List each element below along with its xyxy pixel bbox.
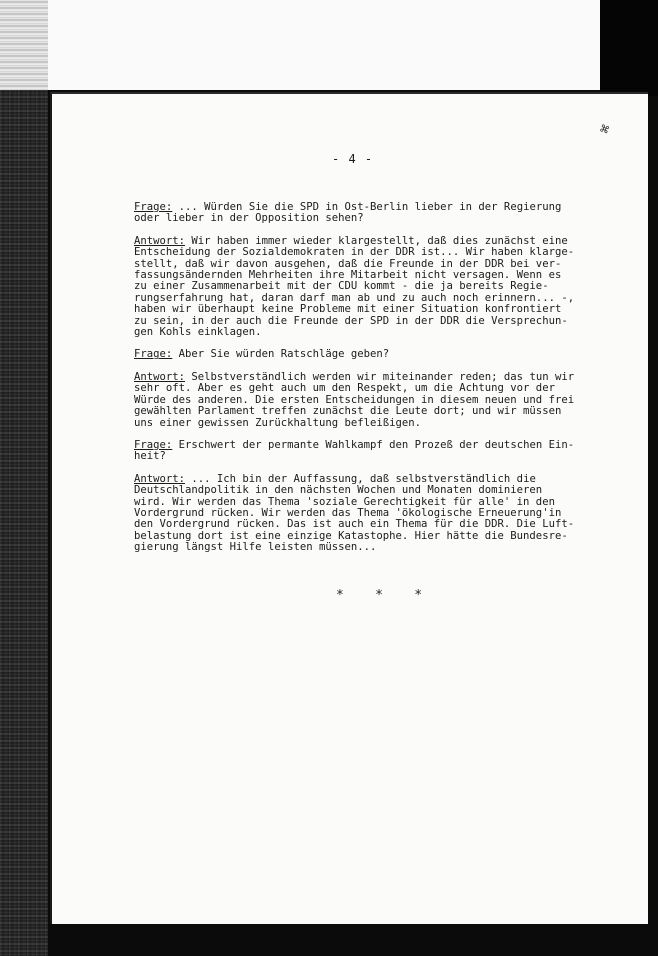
question-label: Frage: <box>134 348 173 361</box>
text-line: fassungsändernden Mehrheiten ihre Mitarbeit nicht versagen. Wenn es <box>134 269 562 282</box>
answer-block <box>134 236 604 339</box>
question-label: Frage: <box>134 201 173 213</box>
text-line: zu einer Zusammenarbeit mit der CDU kommt - die ja bereits Regie- <box>134 280 549 293</box>
interview-text <box>134 202 604 565</box>
scan-dark-corner <box>600 0 658 96</box>
text-line: heit? <box>134 450 166 463</box>
page-number: - 4 - <box>332 152 374 166</box>
answer-label: Antwort: <box>134 234 186 247</box>
text-line: oder lieber in der Opposition sehen? <box>134 212 364 225</box>
answer-block <box>134 372 604 429</box>
text-line: Frage: Erschwert der permante Wahlkampf den Prozeß der deutschen Ein- <box>134 438 575 451</box>
question-block <box>134 349 604 360</box>
text-line: haben wir überhaupt keine Probleme mit einer Situation konfrontiert <box>134 303 562 316</box>
scan-left-edge <box>0 0 48 956</box>
text-line: sehr oft. Aber es geht auch um den Respekt, um die Achtung vor der <box>134 382 555 395</box>
text-line: gierung längst Hilfe leisten müssen... <box>134 541 377 554</box>
text-line: Antwort: ... Ich bin der Auffassung, daß selbstverständlich die <box>134 472 536 485</box>
document-page <box>50 92 648 924</box>
text-line: Entscheidung der Sozialdemokraten in der DDR ist... Wir haben klarge- <box>134 246 575 259</box>
corner-scribble-icon: ⌘ <box>597 121 611 139</box>
question-block <box>134 202 604 225</box>
answer-label: Antwort: <box>134 370 186 383</box>
text-line: zu sein, in der auch die Freunde der SPD in der DDR die Versprechun- <box>134 314 568 327</box>
scan-top-paper <box>0 0 600 90</box>
question-block <box>134 440 604 463</box>
question-label: Frage: <box>134 438 173 451</box>
text-line: Frage: Aber Sie würden Ratschläge geben? <box>134 348 390 361</box>
text-line: gen Kohls einklagen. <box>134 326 262 339</box>
text-line: stellt, daß wir davon ausgehen, daß die Freunde in der DDR bei ver- <box>134 257 562 270</box>
text-line: Frage: ... Würden Sie die SPD in Ost-Berlin lieber in der Regierung <box>134 201 562 213</box>
text-line: Deutschlandpolitik in den nächsten Wochen und Monaten dominieren <box>134 484 543 497</box>
scan-top-edge <box>0 0 48 90</box>
text-line: belastung dort ist eine einzige Katastophe. Hier hätte die Bundesre- <box>134 529 568 542</box>
text-line: Würde des anderen. Die ersten Entscheidungen in diesem neuen und frei <box>134 393 575 406</box>
answer-label: Antwort: <box>134 472 186 485</box>
answer-block <box>134 474 604 554</box>
text-line: Antwort: Selbstverständlich werden wir miteinander reden; das tun wir <box>134 370 575 383</box>
text-line: uns einer gewissen Zurückhaltung befleißigen. <box>134 416 422 429</box>
text-line: gewählten Parlament treffen zunächst die Leute dort; und wir müssen <box>134 405 562 418</box>
text-line: Antwort: Wir haben immer wieder klargestellt, daß dies zunächst eine <box>134 234 568 247</box>
end-stars: * * * <box>336 588 423 603</box>
text-line: den Vordergrund rücken. Das ist auch ein Thema für die DDR. Die Luft- <box>134 518 575 531</box>
text-line: rungserfahrung hat, daran darf man ab und zu auch noch erinnern... -, <box>134 291 575 304</box>
text-line: Vordergrund rücken. Wir werden das Thema 'ökologische Erneuerung'in <box>134 506 562 519</box>
text-line: wird. Wir werden das Thema 'soziale Gerechtigkeit für alle' in den <box>134 495 555 508</box>
